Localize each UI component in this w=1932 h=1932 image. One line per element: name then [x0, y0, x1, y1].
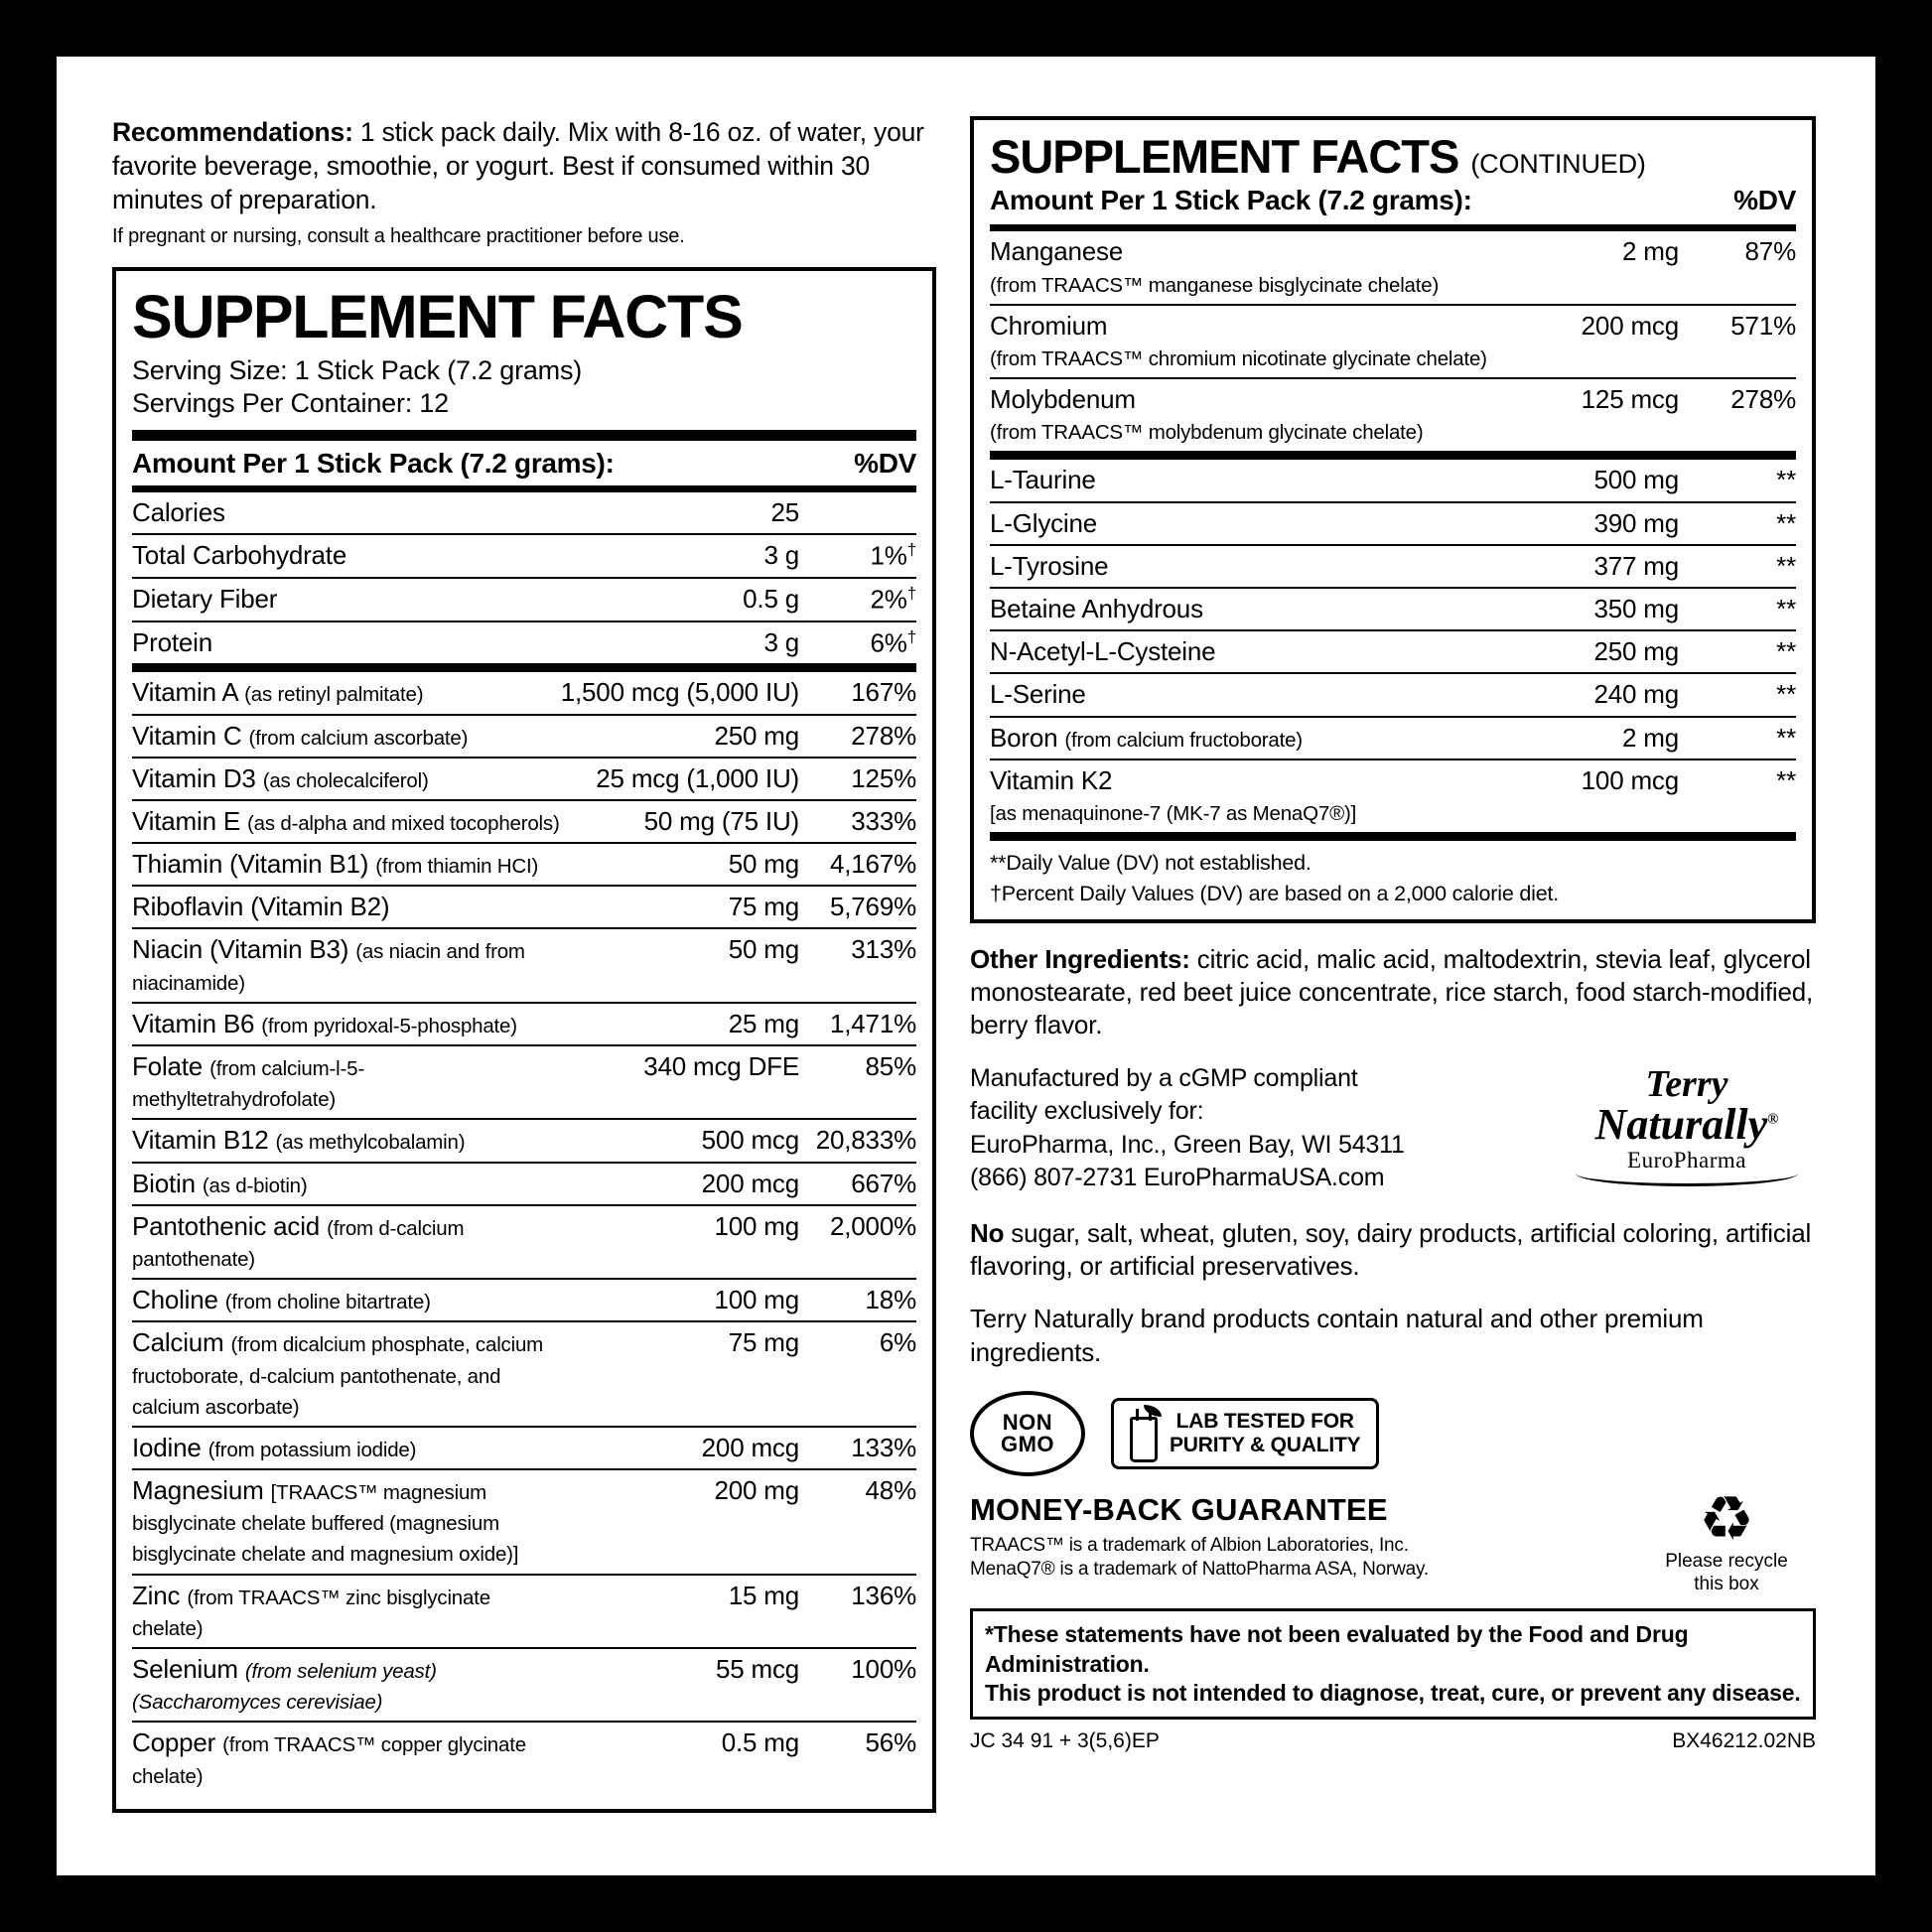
row-name: Vitamin B6 (from pyridoxal-5-phosphate) — [132, 1003, 561, 1045]
amount-header-label-2: Amount Per 1 Stick Pack (7.2 grams): — [990, 185, 1472, 216]
recycle-block — [1637, 1484, 1816, 1596]
minerals-table — [990, 231, 1796, 451]
table-row — [132, 578, 916, 621]
divider-medium-2 — [990, 224, 1796, 231]
row-name: Magnesium [TRAACS™ magnesium bisglycinate chelate buffered (magnesium bisglycinate chelate and magnesium oxide)] — [132, 1469, 561, 1575]
code-left: JC 34 91 + 3(5,6)EP — [970, 1729, 1160, 1753]
row-name: L-Glycine — [990, 502, 1534, 545]
row-name: Vitamin B12 (as methylcobalamin) — [132, 1119, 561, 1162]
row-name: Molybdenum (from TRAACS™ molybdenum glycinate chelate) — [990, 384, 1424, 445]
table-row — [990, 545, 1796, 588]
table-row — [132, 1469, 916, 1575]
brand-line-3: EuroPharma — [1627, 1148, 1746, 1173]
table-row — [132, 621, 916, 664]
row-amount: 200 mcg — [1566, 305, 1679, 378]
recommendations-text: 1 stick pack daily. Mix with 8-16 oz. of water, your favorite beverage, smoothie, or yogurt. Best if consumed within 30 minutes of preparation. — [112, 117, 924, 214]
footnote-dv-not-established: **Daily Value (DV) not established. — [990, 851, 1311, 876]
table-row — [132, 1163, 916, 1205]
table-row — [132, 1575, 916, 1648]
row-dv: 56% — [865, 1727, 916, 1758]
table-row — [990, 460, 1796, 501]
footnote-percent-dv: †Percent Daily Values (DV) are based on a 2,000 calorie diet. — [990, 881, 1560, 905]
table-row — [132, 1205, 916, 1279]
non-gmo-icon — [970, 1391, 1085, 1476]
row-amount: 50 mg — [561, 843, 799, 886]
row-amount: 25 mg — [561, 1003, 799, 1045]
mfg-line-2: facility exclusively for: — [970, 1097, 1204, 1126]
codes-row — [970, 1729, 1816, 1753]
code-right: BX46212.02NB — [1672, 1729, 1816, 1753]
row-dv: ** — [1776, 764, 1796, 795]
table-row — [990, 673, 1796, 716]
row-name: N-Acetyl-L-Cysteine — [990, 630, 1534, 673]
table-row — [132, 800, 916, 843]
amount-header-label: Amount Per 1 Stick Pack (7.2 grams): — [132, 447, 615, 479]
row-dv: 48% — [799, 1469, 916, 1575]
row-amount: 500 mcg — [561, 1119, 799, 1162]
row-name: Iodine (from potassium iodide) — [132, 1427, 561, 1469]
non-gmo-line-1: NON — [1002, 1409, 1053, 1435]
guarantee-row — [970, 1484, 1816, 1596]
lab-tested-text — [1170, 1410, 1360, 1457]
row-name: Vitamin A (as retinyl palmitate) — [132, 672, 561, 714]
row-amount: 390 mg — [1534, 502, 1679, 545]
divider-medium — [132, 485, 916, 492]
dv-header-label-2: %DV — [1733, 185, 1796, 216]
servings-per-container: Servings Per Container: 12 — [132, 387, 449, 418]
table-row — [132, 1648, 916, 1722]
supplement-facts-panel — [112, 267, 936, 1813]
table-row — [990, 305, 1796, 378]
row-dv: 5,769% — [799, 886, 916, 928]
free-from-text: sugar, salt, wheat, gluten, soy, dairy products, artificial coloring, artificial flavoring, or artificial preservatives. — [970, 1217, 1812, 1281]
table-row — [132, 1003, 916, 1045]
row-amount: 377 mg — [1534, 545, 1679, 588]
free-from-label: No — [970, 1217, 1005, 1248]
table-row — [132, 843, 916, 886]
disclaimer-line-2: This product is not intended to diagnose, treat, cure, or prevent any disease. — [985, 1679, 1801, 1706]
vitamins-minerals-table — [132, 672, 916, 1794]
row-amount: 50 mg — [561, 928, 799, 1002]
row-dv — [799, 492, 916, 534]
two-column-layout — [112, 116, 1820, 1813]
row-dv: 87% — [1679, 231, 1796, 304]
amount-header-row-2 — [990, 183, 1796, 224]
row-dv: ** — [1679, 717, 1796, 759]
label-page — [57, 57, 1875, 1875]
row-amount: 125 mcg — [1581, 384, 1679, 415]
guarantee-block — [970, 1492, 1429, 1583]
row-amount: 200 mcg — [561, 1163, 799, 1205]
trademark-note-2: MenaQ7® is a trademark of NattoPharma ASA, Norway. — [970, 1559, 1429, 1581]
row-amount: 25 mcg (1,000 IU) — [561, 758, 799, 800]
table-row — [132, 1722, 916, 1794]
row-amount: 0.5 mg — [721, 1727, 799, 1758]
row-amount: 2 mg — [1566, 231, 1679, 304]
row-name: Thiamin (Vitamin B1) (from thiamin HCI) — [132, 843, 561, 886]
amount-header-row — [132, 441, 916, 485]
row-amount: 250 mg — [561, 715, 799, 758]
other-ingredients-text: citric acid, malic acid, maltodextrin, stevia leaf, glycerol monostearate, red beet juice concentrate, rice starch, food starch-modified, berry flavor. — [970, 943, 1814, 1040]
table-row — [132, 928, 916, 1002]
row-dv: 2,000% — [799, 1205, 916, 1279]
row-dv: ** — [1679, 673, 1796, 716]
row-amount: 2 mg — [1534, 717, 1679, 759]
table-row — [132, 758, 916, 800]
row-name: Boron (from calcium fructoborate) — [990, 717, 1534, 759]
badges-row — [970, 1391, 1816, 1476]
table-row — [990, 630, 1796, 673]
manufacturer-row — [970, 1062, 1816, 1195]
row-dv: 100% — [799, 1648, 916, 1722]
recommendations-block — [112, 116, 936, 249]
row-amount: 500 mg — [1534, 460, 1679, 501]
manufacturer-block — [970, 1062, 1405, 1195]
row-name: L-Serine — [990, 673, 1534, 716]
table-row — [990, 378, 1796, 451]
row-dv: 333% — [799, 800, 916, 843]
row-amount: 200 mg — [561, 1469, 799, 1575]
trademark-note-1: TRAACS™ is a trademark of Albion Laboratories, Inc. — [970, 1534, 1409, 1556]
row-dv: 667% — [799, 1163, 916, 1205]
row-dv: 1,471% — [799, 1003, 916, 1045]
row-name: Dietary Fiber — [132, 578, 660, 621]
dv-header-label: %DV — [854, 447, 916, 479]
row-dv: 1%† — [799, 534, 916, 578]
brand-line-1: Terry — [1645, 1062, 1728, 1105]
row-amount: 250 mg — [1534, 630, 1679, 673]
row-amount: 3 g — [763, 626, 799, 657]
divider-thick-4 — [990, 832, 1796, 841]
row-dv: 167% — [799, 672, 916, 714]
row-name: Zinc (from TRAACS™ zinc bisglycinate chelate) — [132, 1575, 561, 1648]
row-name: Betaine Anhydrous — [990, 588, 1534, 630]
row-name: Biotin (as d-biotin) — [132, 1163, 561, 1205]
disclaimer-line-1: *These statements have not been evaluated by the Food and Drug Administration. — [985, 1621, 1689, 1677]
row-name: Choline (from choline bitartrate) — [132, 1279, 561, 1321]
row-dv: 278% — [799, 715, 916, 758]
row-dv: ** — [1679, 545, 1796, 588]
brand-line-2: Naturally® — [1594, 1099, 1779, 1149]
row-dv: 2%† — [799, 578, 916, 621]
left-column — [112, 116, 936, 1813]
divider-thick-2 — [132, 663, 916, 672]
mfg-line-4: (866) 807-2731 EuroPharmaUSA.com — [970, 1164, 1385, 1192]
row-name: Selenium (from selenium yeast) (Saccharomyces cerevisiae) — [132, 1648, 561, 1722]
recommendations-label: Recommendations: — [112, 117, 353, 147]
continued-label: (CONTINUED) — [1470, 149, 1646, 179]
row-dv: 85% — [799, 1045, 916, 1119]
row-name: Niacin (Vitamin B3) (as niacin and from niacinamide) — [132, 928, 561, 1002]
row-amount: 1,500 mcg (5,000 IU) — [561, 672, 799, 714]
table-row — [132, 672, 916, 714]
row-name: Vitamin D3 (as cholecalciferol) — [132, 758, 561, 800]
premium-ingredients-note: Terry Naturally brand products contain natural and other premium ingredients. — [970, 1304, 1704, 1367]
row-dv: 313% — [799, 928, 916, 1002]
lab-tested-badge — [1111, 1398, 1379, 1469]
row-dv: 20,833% — [799, 1119, 916, 1162]
row-amount: 50 mg (75 IU) — [561, 800, 799, 843]
row-amount: 240 mg — [1534, 673, 1679, 716]
row-amount: 100 mg — [561, 1279, 799, 1321]
table-row — [990, 759, 1796, 832]
row-name: L-Tyrosine — [990, 545, 1534, 588]
divider-thick — [132, 430, 916, 441]
table-row — [132, 715, 916, 758]
supplement-facts-title: SUPPLEMENT FACTS — [132, 282, 743, 350]
row-dv: ** — [1679, 630, 1796, 673]
row-dv: ** — [1679, 460, 1796, 501]
row-name: Vitamin E (as d-alpha and mixed tocopherols) — [132, 800, 561, 843]
row-dv: 4,167% — [799, 843, 916, 886]
table-row — [132, 1279, 916, 1321]
table-row — [990, 231, 1796, 304]
row-amount: 200 mcg — [561, 1427, 799, 1469]
flask-icon — [1124, 1409, 1158, 1458]
row-name: Copper (from TRAACS™ copper glycinate chelate) — [132, 1727, 526, 1788]
table-row — [132, 534, 916, 578]
row-dv: 6% — [799, 1321, 916, 1427]
row-dv: 125% — [799, 758, 916, 800]
row-name: Chromium (from TRAACS™ chromium nicotinate glycinate chelate) — [990, 305, 1566, 378]
non-gmo-line-2: GMO — [1000, 1431, 1055, 1456]
row-amount: 350 mg — [1534, 588, 1679, 630]
row-amount: 75 mg — [561, 886, 799, 928]
row-amount: 340 mcg DFE — [561, 1045, 799, 1119]
row-dv: 133% — [799, 1427, 916, 1469]
money-back-guarantee-title: MONEY-BACK GUARANTEE — [970, 1491, 1388, 1527]
table-row — [990, 588, 1796, 630]
row-dv: 136% — [799, 1575, 916, 1648]
row-amount: 3 g — [660, 534, 799, 578]
row-dv: 6%† — [870, 626, 916, 658]
row-dv: 18% — [799, 1279, 916, 1321]
macros-table — [132, 492, 916, 664]
other-ingredients-label: Other Ingredients: — [970, 943, 1190, 974]
pregnancy-warning: If pregnant or nursing, consult a healthcare practitioner before use. — [112, 224, 685, 247]
brand-swoosh-icon — [1576, 1173, 1798, 1186]
amino-acids-table — [990, 460, 1796, 832]
row-name: L-Taurine — [990, 460, 1534, 501]
row-amount: 100 mg — [561, 1205, 799, 1279]
lab-line-1: LAB TESTED FOR — [1175, 1409, 1354, 1433]
other-ingredients-block — [970, 943, 1816, 1042]
supplement-facts-continued-title: SUPPLEMENT FACTS (CONTINUED) — [990, 130, 1646, 183]
table-row — [132, 1119, 916, 1162]
right-column — [970, 116, 1816, 1753]
row-amount: 100 mcg — [1581, 764, 1679, 795]
recycle-icon: ♻ — [1699, 1484, 1754, 1554]
row-amount: 55 mcg — [561, 1648, 799, 1722]
table-row — [132, 1321, 916, 1427]
table-row — [132, 492, 916, 534]
row-amount: 15 mg — [561, 1575, 799, 1648]
row-name: Manganese (from TRAACS™ manganese bisglycinate chelate) — [990, 231, 1566, 304]
row-name: Calcium (from dicalcium phosphate, calcium fructoborate, d-calcium pantothenate, and calcium ascorbate) — [132, 1321, 561, 1427]
terry-naturally-logo — [1558, 1062, 1816, 1186]
row-dv: 571% — [1679, 305, 1796, 378]
row-name: Riboflavin (Vitamin B2) — [132, 886, 561, 928]
row-amount: 75 mg — [561, 1321, 799, 1427]
row-name: Pantothenic acid (from d-calcium pantothenate) — [132, 1205, 561, 1279]
mfg-line-1: Manufactured by a cGMP compliant — [970, 1063, 1358, 1092]
recycle-line-1: Please recycle — [1665, 1550, 1788, 1572]
table-row — [990, 502, 1796, 545]
free-from-block — [970, 1217, 1816, 1284]
serving-size: Serving Size: 1 Stick Pack (7.2 grams) — [132, 354, 583, 385]
row-amount: 0.5 g — [660, 578, 799, 621]
row-name: Folate (from calcium-l-5-methyltetrahydrofolate) — [132, 1045, 561, 1119]
row-dv: ** — [1679, 588, 1796, 630]
row-name: Total Carbohydrate — [132, 534, 660, 578]
table-row — [132, 886, 916, 928]
mfg-line-3: EuroPharma, Inc., Green Bay, WI 54311 — [970, 1130, 1405, 1159]
divider-thick-3 — [990, 451, 1796, 460]
recycle-line-2: this box — [1694, 1574, 1759, 1595]
row-name: Vitamin C (from calcium ascorbate) — [132, 715, 561, 758]
row-name: Calories — [132, 492, 660, 534]
row-dv: 278% — [1730, 384, 1796, 415]
row-dv: ** — [1679, 502, 1796, 545]
table-row — [990, 717, 1796, 759]
table-row — [132, 1045, 916, 1119]
supplement-facts-continued-panel — [970, 116, 1816, 923]
row-amount: 25 — [660, 492, 799, 534]
row-name: Protein — [132, 626, 212, 657]
table-row — [132, 1427, 916, 1469]
fda-disclaimer — [970, 1608, 1816, 1720]
lab-line-2: PURITY & QUALITY — [1170, 1433, 1361, 1456]
row-name: Vitamin K2 [as menaquinone-7 (MK-7 as MenaQ7®)] — [990, 764, 1357, 825]
